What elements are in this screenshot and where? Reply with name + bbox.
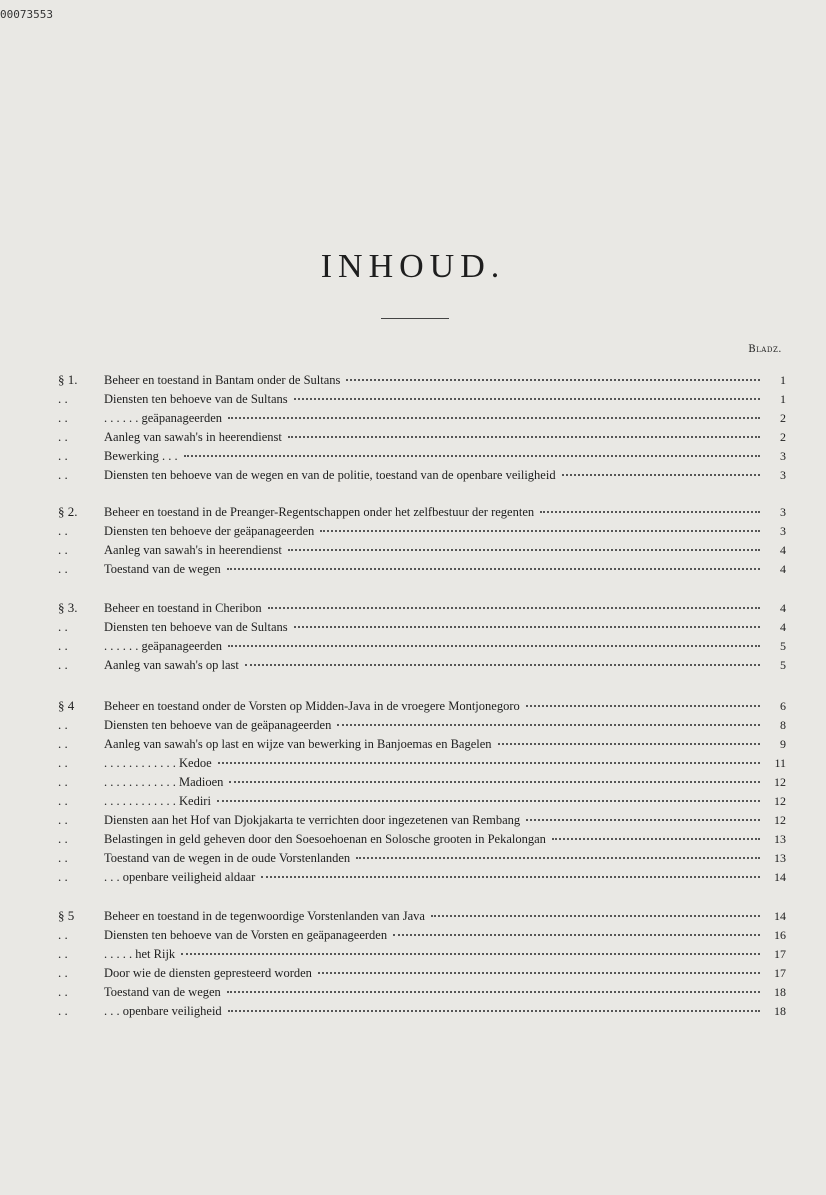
toc-entry-marker: . . bbox=[58, 927, 68, 942]
toc-entry-marker: . . bbox=[58, 638, 68, 653]
toc-entry-text: . . . . . . . . . . . . Kediri bbox=[104, 794, 211, 808]
page-title: INHOUD. bbox=[320, 248, 506, 285]
toc-entry-marker: . . bbox=[58, 850, 68, 865]
toc-entry-marker: . . bbox=[58, 448, 68, 463]
toc-entry-page: 1 bbox=[780, 392, 786, 406]
toc-entry-text: . . . openbare veiligheid bbox=[104, 1004, 222, 1018]
toc-entry-text: . . . . . . . . . . . . Madioen bbox=[104, 775, 224, 789]
toc-entry-text: . . . . . het Rijk bbox=[104, 947, 176, 961]
leader-dots bbox=[245, 650, 760, 666]
leader-dots bbox=[552, 824, 760, 840]
toc-entry-page: 18 bbox=[774, 985, 786, 999]
leader-dots bbox=[498, 729, 760, 745]
leader-dots bbox=[261, 862, 760, 878]
toc-entry-page: 13 bbox=[774, 851, 786, 865]
toc-entry-marker: . . bbox=[58, 523, 68, 538]
toc-entry-text: . . . . . . . . . . . . Kedoe bbox=[104, 756, 212, 770]
toc-entry-page: 2 bbox=[780, 430, 786, 444]
toc-entry-marker: . . bbox=[58, 774, 68, 789]
leader-dots bbox=[181, 939, 760, 955]
toc-entry-text: Door wie de diensten gepresteerd worden bbox=[104, 966, 312, 980]
toc-entry-text: Diensten ten behoeve van de Sultans bbox=[104, 620, 288, 634]
toc-entry-marker: . . bbox=[58, 965, 68, 980]
toc-entry-page: 8 bbox=[780, 718, 786, 732]
toc-entry-text: Diensten ten behoeve van de geäpanageerden bbox=[104, 718, 332, 732]
toc-entry-page: 4 bbox=[780, 620, 786, 634]
leader-dots bbox=[288, 535, 760, 551]
toc-entry-text: Aanleg van sawah's op last en wijze van bewerking in Banjoemas en Bagelen bbox=[104, 737, 492, 751]
toc-entry-marker: . . bbox=[58, 946, 68, 961]
toc-entry-text: Belastingen in geld geheven door den Soesoehoenan en Solosche grooten in Pekalongan bbox=[104, 832, 546, 846]
toc-entry-page: 4 bbox=[780, 601, 786, 615]
toc-entry-text: . . . . . . geäpanageerden bbox=[104, 411, 222, 425]
toc-entry-page: 17 bbox=[774, 966, 786, 980]
toc-entry bbox=[58, 557, 786, 576]
toc-entry-marker: . . bbox=[58, 429, 68, 444]
toc-entry-marker: § 4 bbox=[58, 698, 75, 713]
toc-entry bbox=[58, 865, 786, 884]
leader-dots bbox=[526, 691, 760, 707]
leader-dots bbox=[562, 460, 760, 476]
toc-entry-text: Beheer en toestand in de Preanger-Regentschappen onder het zelfbestuur der regenten bbox=[104, 505, 535, 519]
leader-dots bbox=[318, 958, 760, 974]
toc-entry-page: 13 bbox=[774, 832, 786, 846]
toc-entry-page: 17 bbox=[774, 947, 786, 961]
page-id: 00073553 bbox=[0, 8, 53, 21]
page-column-header: Bladz. bbox=[748, 344, 782, 355]
toc-entry-text: Beheer en toestand in Bantam onder de Sultans bbox=[104, 373, 341, 387]
toc-entry bbox=[58, 653, 786, 672]
toc-entry-text: Beheer en toestand in Cheribon bbox=[104, 601, 262, 615]
leader-dots bbox=[228, 996, 760, 1012]
toc-entry-text: . . . . . . geäpanageerden bbox=[104, 639, 222, 653]
toc-entry-page: 9 bbox=[780, 737, 786, 751]
toc-entry-text: Diensten ten behoeve van de Vorsten en geäpanageerden bbox=[104, 928, 388, 942]
toc-entry-marker: . . bbox=[58, 984, 68, 999]
toc-entry bbox=[58, 999, 786, 1018]
leader-dots bbox=[337, 710, 760, 726]
toc-entry-marker: . . bbox=[58, 619, 68, 634]
toc-entry-text: Beheer en toestand in de tegenwoordige Vorstenlanden van Java bbox=[104, 909, 425, 923]
toc-entry-page: 16 bbox=[774, 928, 786, 942]
leader-dots bbox=[526, 805, 760, 821]
toc-entry-marker: . . bbox=[58, 755, 68, 770]
leader-dots bbox=[540, 497, 760, 513]
toc-entry-text: Beheer en toestand onder de Vorsten op Midden-Java in de vroegere Montjonegoro bbox=[104, 699, 520, 713]
leader-dots bbox=[227, 554, 760, 570]
toc-entry-text: Aanleg van sawah's in heerendienst bbox=[104, 430, 282, 444]
toc-entry-text: Toestand van de wegen bbox=[104, 562, 221, 576]
toc-entry-marker: . . bbox=[58, 542, 68, 557]
toc-entry-page: 4 bbox=[780, 543, 786, 557]
toc-entry-page: 3 bbox=[780, 449, 786, 463]
leader-dots bbox=[288, 422, 760, 438]
leader-dots bbox=[268, 593, 760, 609]
toc-entry-marker: . . bbox=[58, 793, 68, 808]
toc-entry-marker: § 2. bbox=[58, 504, 78, 519]
toc-entry-marker: . . bbox=[58, 657, 68, 672]
leader-dots bbox=[184, 441, 760, 457]
leader-dots bbox=[218, 748, 760, 764]
toc-entry-text: Aanleg van sawah's op last bbox=[104, 658, 239, 672]
toc-entry-marker: . . bbox=[58, 736, 68, 751]
toc-entry-page: 2 bbox=[780, 411, 786, 425]
leader-dots bbox=[346, 365, 760, 381]
toc-entry-marker: . . bbox=[58, 561, 68, 576]
toc-entry-page: 12 bbox=[774, 794, 786, 808]
leader-dots bbox=[228, 403, 760, 419]
toc-entry-page: 12 bbox=[774, 813, 786, 827]
leader-dots bbox=[229, 767, 760, 783]
toc-entry-text: Bewerking . . . bbox=[104, 449, 178, 463]
toc-entry-page: 18 bbox=[774, 1004, 786, 1018]
toc-entry-text: Diensten aan het Hof van Djokjakarta te verrichten door ingezetenen van Rembang bbox=[104, 813, 521, 827]
leader-dots bbox=[356, 843, 760, 859]
toc-entry-text: Aanleg van sawah's in heerendienst bbox=[104, 543, 282, 557]
leader-dots bbox=[431, 901, 760, 917]
toc-entry-marker: . . bbox=[58, 410, 68, 425]
toc-entry-marker: . . bbox=[58, 812, 68, 827]
toc-entry-page: 11 bbox=[774, 756, 786, 770]
leader-dots bbox=[227, 977, 760, 993]
toc-entry-page: 3 bbox=[780, 468, 786, 482]
toc-entry-text: Toestand van de wegen bbox=[104, 985, 221, 999]
toc-entry-page: 6 bbox=[780, 699, 786, 713]
leader-dots bbox=[393, 920, 760, 936]
toc-entry-text: Diensten ten behoeve van de Sultans bbox=[104, 392, 288, 406]
leader-dots bbox=[320, 516, 760, 532]
toc-entry-page: 5 bbox=[780, 639, 786, 653]
leader-dots bbox=[217, 786, 760, 802]
toc-entry-page: 4 bbox=[780, 562, 786, 576]
toc-entry bbox=[58, 463, 786, 482]
toc-entry-page: 14 bbox=[774, 870, 786, 884]
toc-entry-text: Toestand van de wegen in de oude Vorstenlanden bbox=[104, 851, 351, 865]
toc-entry-page: 3 bbox=[780, 505, 786, 519]
toc-entry-marker: § 3. bbox=[58, 600, 78, 615]
toc-entry-marker: . . bbox=[58, 831, 68, 846]
toc-entry-text: Diensten ten behoeve der geäpanageerden bbox=[104, 524, 315, 538]
toc-entry-marker: . . bbox=[58, 391, 68, 406]
leader-dots bbox=[294, 384, 760, 400]
toc-entry-marker: . . bbox=[58, 467, 68, 482]
toc-entry-marker: § 5 bbox=[58, 908, 75, 923]
toc-entry-marker: § 1. bbox=[58, 372, 78, 387]
toc-entry-marker: . . bbox=[58, 869, 68, 884]
toc-entry-marker: . . bbox=[58, 717, 68, 732]
title-rule bbox=[381, 318, 449, 319]
toc-entry-page: 14 bbox=[774, 909, 786, 923]
toc-entry-text: . . . openbare veiligheid aldaar bbox=[104, 870, 256, 884]
toc-entry-page: 12 bbox=[774, 775, 786, 789]
leader-dots bbox=[228, 631, 760, 647]
toc-entry-page: 3 bbox=[780, 524, 786, 538]
leader-dots bbox=[294, 612, 760, 628]
toc-entry-marker: . . bbox=[58, 1003, 68, 1018]
toc-entry-text: Diensten ten behoeve van de wegen en van de politie, toestand van de openbare veiligheid bbox=[104, 468, 556, 482]
toc-entry-page: 1 bbox=[780, 373, 786, 387]
toc-entry-page: 5 bbox=[780, 658, 786, 672]
